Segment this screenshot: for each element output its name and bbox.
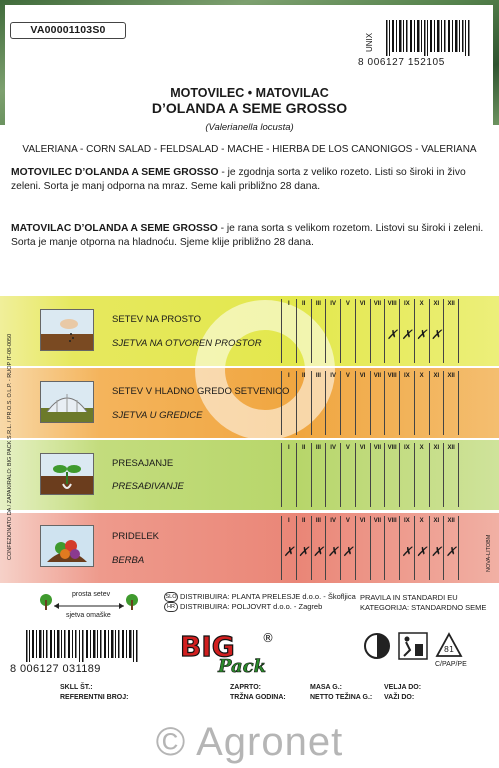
month-mark: ✗ [445, 544, 457, 559]
month-cell [399, 516, 414, 580]
distributor-hr-text: DISTRIBUIRA: POLJOVRT d.o.o. - Zagreb [180, 602, 323, 611]
month-grid-harvest [281, 516, 459, 580]
month-cell [370, 516, 385, 580]
month-name: VII [373, 518, 382, 524]
distributor-sl [164, 592, 356, 602]
bottom-barcode-icon [22, 630, 147, 662]
month-name: VI [359, 445, 366, 451]
month-name: VI [359, 518, 366, 524]
month-cell [443, 299, 459, 363]
month-cell [296, 371, 311, 435]
month-name: I [288, 301, 290, 307]
month-name: IX [404, 373, 410, 379]
month-name: IV [330, 373, 336, 379]
month-name: VIII [387, 301, 397, 307]
month-cell [399, 443, 414, 507]
month-name: II [301, 518, 306, 524]
skl-label: SKLL ŠT.: [60, 684, 93, 691]
month-mark: ✗ [401, 327, 413, 342]
month-cell [311, 371, 326, 435]
month-cell [311, 299, 326, 363]
month-cell [311, 443, 326, 507]
title-line-2: D’OLANDA A SEME GROSSO [151, 100, 348, 116]
month-name: XII [447, 518, 455, 524]
description-hr [11, 222, 491, 250]
month-cell [384, 443, 399, 507]
month-cell [429, 516, 444, 580]
country-badge-sl: SLO [165, 594, 177, 601]
month-cell [311, 516, 326, 580]
month-name: I [288, 518, 290, 524]
month-cell [296, 299, 311, 363]
month-name: VII [373, 445, 382, 451]
legend-bottom-text: sjetva omaške [66, 612, 111, 619]
month-name: X [419, 373, 424, 379]
month-name: VI [359, 301, 366, 307]
month-mark: ✗ [283, 544, 295, 559]
month-name: III [315, 373, 321, 379]
row-label-transplant-hr: PRESAĐIVANJE [112, 481, 184, 492]
trzna-label: TRŽNA GODINA: [230, 694, 286, 701]
month-name: V [345, 445, 350, 451]
month-cell [296, 443, 311, 507]
vazi-label: VAŽI DO: [384, 694, 415, 701]
month-name: III [315, 445, 321, 451]
month-grid-cold-frame [281, 371, 459, 435]
unix-tag: UNIX [365, 32, 374, 52]
month-cell [340, 371, 355, 435]
month-cell [325, 371, 340, 435]
title-line-1: MOTOVILEC • MATOVILAC [170, 86, 329, 100]
row-label-sowing-sl: SETEV NA PROSTO [112, 314, 202, 325]
month-name: XII [447, 445, 455, 451]
month-mark: ✗ [401, 544, 413, 559]
month-cell [414, 443, 429, 507]
description-hr-title: MATOVILAC D’OLANDA A SEME GROSSO [11, 223, 218, 234]
ref-label: REFERENTNI BROJ: [60, 694, 129, 701]
month-name: X [419, 518, 424, 524]
month-name: XII [447, 301, 455, 307]
month-cell [429, 299, 444, 363]
bottom-barcode-number: 8 006127 031189 [10, 663, 101, 675]
month-name: III [315, 301, 321, 307]
distributor-sl-text: DISTRIBUIRA: PLANTA PRELESJE d.o.o. - Škofljica [180, 592, 356, 601]
country-badge-hr: HR [164, 602, 178, 612]
agronet-watermark: © Agronet [155, 720, 344, 764]
month-cell [355, 443, 370, 507]
month-cell [429, 443, 444, 507]
masa-label: MASA G.: [310, 684, 343, 691]
product-code: VA00001103S0 [10, 22, 126, 39]
month-grid-transplant [281, 443, 459, 507]
month-name: V [345, 518, 350, 524]
top-barcode-icon [364, 20, 482, 60]
month-name: VIII [387, 373, 397, 379]
velja-label: VELJA DO: [384, 684, 422, 691]
month-mark: ✗ [327, 544, 339, 559]
month-name: I [288, 373, 290, 379]
recycle-code: C/PAP/PE [435, 661, 467, 668]
month-name: V [345, 301, 350, 307]
month-name: IV [330, 301, 336, 307]
month-name: VII [373, 373, 382, 379]
logo-reg-mark: ® [262, 631, 274, 645]
month-cell [281, 443, 296, 507]
standards-line-2: KATEGORIJA: STANDARDNO SEME [360, 603, 487, 612]
month-cell [281, 299, 296, 363]
zaprto-label: ZAPRTO: [230, 684, 261, 691]
month-cell [443, 443, 459, 507]
month-cell [443, 516, 459, 580]
month-name: IX [404, 301, 410, 307]
month-cell [355, 371, 370, 435]
row-label-transplant-sl: PRESAJANJE [112, 458, 174, 469]
month-cell [384, 371, 399, 435]
month-name: X [419, 445, 424, 451]
row-label-harvest-hr: BERBA [112, 555, 145, 566]
month-cell [281, 371, 296, 435]
month-name: X [419, 301, 424, 307]
month-cell [414, 299, 429, 363]
cold-frame-icon [40, 381, 94, 423]
sowing-icon [40, 309, 94, 351]
month-cell [370, 299, 385, 363]
month-mark: ✗ [416, 327, 428, 342]
side-text-left: CONFEZIONATO DA / ZAPAKIRALO: BIG PACK S.R.L. / PR.O.S. O.L.P. - RUOP IT-08-0050 [7, 333, 13, 560]
month-cell [325, 299, 340, 363]
row-label-sowing-hr: SJETVA NA OTVOREN PROSTOR [112, 338, 262, 349]
month-name: VIII [387, 518, 397, 524]
common-names: VALERIANA - CORN SALAD - FELDSALAD - MACHE - HIERBA DE LOS CANONIGOS - VALERIANA [22, 144, 477, 155]
green-dot-icon [362, 632, 392, 660]
month-mark: ✗ [430, 327, 442, 342]
month-name: II [301, 373, 306, 379]
month-name: XII [447, 373, 455, 379]
month-cell [340, 516, 355, 580]
month-name: IV [330, 445, 336, 451]
month-cell [370, 443, 385, 507]
description-sl-title: MOTOVILEC D’OLANDA A SEME GROSSO [11, 167, 219, 178]
month-name: VII [373, 301, 382, 307]
month-cell [325, 443, 340, 507]
month-name: VI [359, 373, 366, 379]
month-name: IX [404, 445, 410, 451]
month-grid-sowing [281, 299, 459, 363]
month-name: III [315, 518, 321, 524]
month-mark: ✗ [342, 544, 354, 559]
standards-line-1: PRAVILA IN STANDARDI EU [360, 593, 458, 602]
month-cell [355, 516, 370, 580]
month-cell [325, 516, 340, 580]
month-cell [399, 371, 414, 435]
month-cell [340, 299, 355, 363]
month-name: II [301, 301, 306, 307]
month-name: II [301, 445, 306, 451]
description-sl-text: - je zgodnja sorta z veliko rozeto. Listi so široki in živo zeleni. Sorta je manj odporna na mraz. Seme kali približno 28 dana. [11, 167, 466, 192]
month-name: XI [433, 301, 440, 307]
legend-top-text: prosta setev [72, 591, 111, 598]
month-cell [443, 371, 459, 435]
month-cell [340, 443, 355, 507]
month-mark: ✗ [312, 544, 324, 559]
month-cell [281, 516, 296, 580]
row-label-harvest-sl: PRIDELEK [112, 531, 159, 542]
month-cell [414, 516, 429, 580]
neto-label: NETTO TEŽINA G.: [310, 694, 373, 701]
transplant-icon [40, 453, 94, 495]
logo-big-text: BIG [180, 630, 235, 663]
month-mark: ✗ [298, 544, 310, 559]
logo-pack-text: Pack [218, 656, 267, 676]
row-label-cold-frame-sl: SETEV V HLADNO GREDO SETVENICO [112, 386, 290, 397]
month-cell [399, 299, 414, 363]
month-mark: ✗ [386, 327, 398, 342]
month-name: IV [330, 518, 336, 524]
recycle-number: 81 [443, 645, 455, 654]
month-name: XI [433, 518, 440, 524]
month-name: XI [433, 373, 440, 379]
month-cell [384, 516, 399, 580]
month-cell [414, 371, 429, 435]
month-name: I [288, 445, 290, 451]
recycle-icon [434, 632, 464, 660]
month-cell [370, 371, 385, 435]
description-hr-text: - je rana sorta s velikom rozetom. Listovi su široki i zeleni. Sorta je manje otporna na hladnoću. Sjeme klije približno 28 dana. [11, 223, 484, 248]
top-barcode-number: 8 006127 152105 [358, 57, 445, 68]
month-cell [296, 516, 311, 580]
distributor-hr [164, 602, 322, 612]
month-name: VIII [387, 445, 397, 451]
month-name: IX [404, 518, 410, 524]
month-cell [384, 299, 399, 363]
row-label-cold-frame-hr: SJETVA U GREDICE [112, 410, 203, 421]
month-cell [429, 371, 444, 435]
month-mark: ✗ [430, 544, 442, 559]
description-sl [11, 166, 491, 194]
month-name: V [345, 373, 350, 379]
month-name: XI [433, 445, 440, 451]
big-pack-logo [178, 628, 288, 676]
month-cell [355, 299, 370, 363]
month-mark: ✗ [416, 544, 428, 559]
harvest-icon [40, 525, 94, 567]
tidyman-icon [398, 632, 428, 660]
side-text-right: NOVA-LITOBM [486, 534, 492, 572]
latin-name: (Valerianella locusta) [205, 122, 294, 133]
